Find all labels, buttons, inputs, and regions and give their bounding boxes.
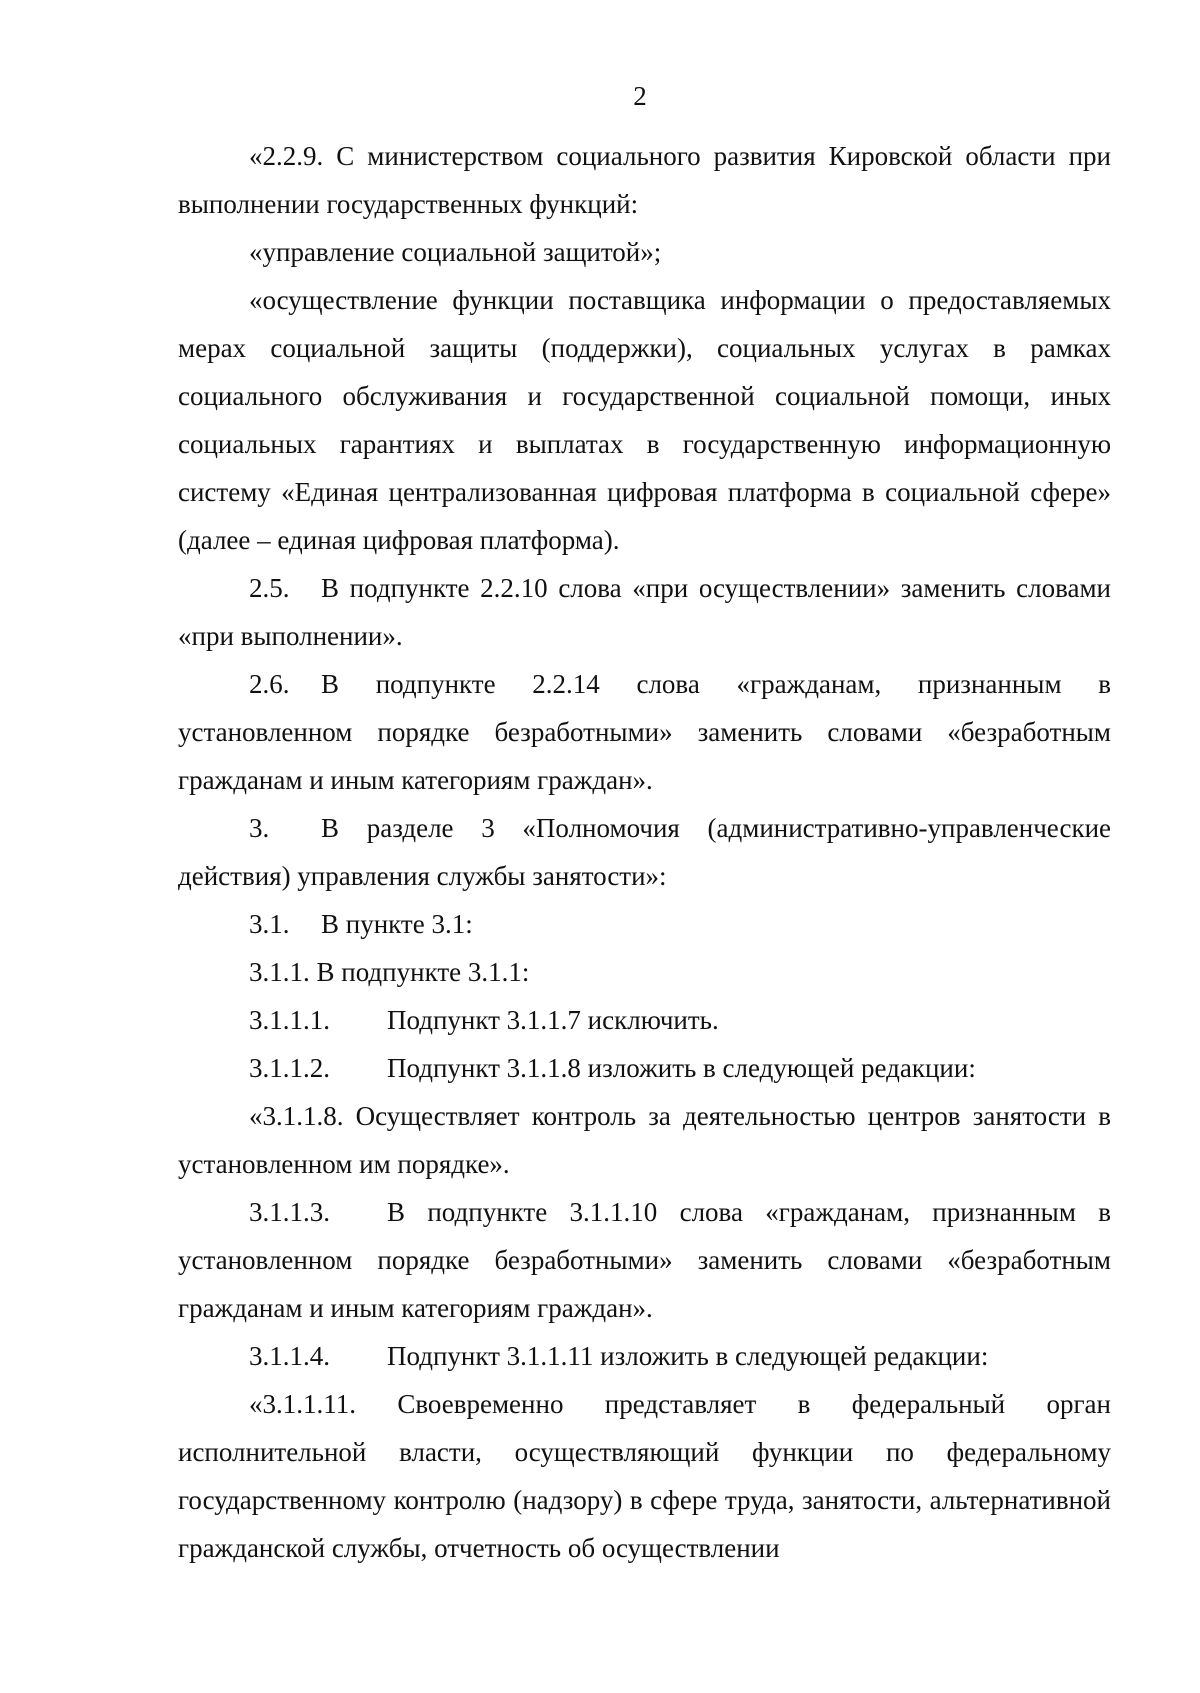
paragraph-3-number: 3. — [249, 813, 270, 843]
paragraph-3-1-1-2-number: 3.1.1.2. — [249, 1053, 330, 1083]
paragraph-3-1-1-3 — [178, 1188, 1111, 1332]
paragraph-3-1-1-2-text: Подпункт 3.1.1.8 изложить в следующей редакции: — [387, 1053, 976, 1083]
paragraph-2-6-number: 2.6. — [249, 669, 290, 699]
paragraph-3-1-1-4-text: Подпункт 3.1.1.11 изложить в следующей редакции: — [387, 1341, 989, 1371]
paragraph-3-1-1-1-number: 3.1.1.1. — [249, 1005, 330, 1035]
paragraph-2-2-9: «2.2.9. С министерством социального развития Кировской области при выполнении государственных функций: — [178, 141, 1111, 219]
paragraph-3-1-1-4-number: 3.1.1.4. — [249, 1341, 330, 1371]
paragraph-social-protection: «управление социальной защитой»; — [249, 237, 662, 267]
paragraph-2-6 — [178, 660, 1111, 804]
paragraph-3-1-text: В пункте 3.1: — [321, 909, 473, 939]
paragraph-3-1-1-2 — [178, 1044, 1111, 1092]
paragraph-3-1 — [178, 900, 1111, 948]
paragraph-2-5 — [178, 564, 1111, 660]
paragraph-3 — [178, 804, 1111, 900]
paragraph-information-supplier: «осуществление функции поставщика информации о предоставляемых мерах социальной защиты (поддержки), социальных услугах в рамках социального обслуживания и государственной социальной помощи, иных социальных гарантиях и выплатах в государственную информационную систему «Единая централизованная цифровая платформа в социальной сфере» (далее – единая цифровая платформа). — [178, 285, 1111, 555]
paragraph-3-1-1-8-quote: «3.1.1.8. Осуществляет контроль за деятельностью центров занятости в установленном им порядке». — [178, 1101, 1111, 1179]
paragraph-3-text: В разделе 3 «Полномочия (административно-управленческие действия) управления службы занятости»: — [178, 813, 1111, 891]
paragraph-3-1-1-1 — [178, 996, 1111, 1044]
paragraph-3-1-1-3-text: В подпункте 3.1.1.10 слова «гражданам, признанным в установленном порядке безработными» заменить словами «безработным гражданам и иным категориям граждан». — [178, 1197, 1111, 1323]
paragraph-3-1-1-3-number: 3.1.1.3. — [249, 1197, 330, 1227]
paragraph-3-1-number: 3.1. — [249, 909, 290, 939]
paragraph-3-1-1: 3.1.1. В подпункте 3.1.1: — [249, 957, 530, 987]
paragraph-2-6-text: В подпункте 2.2.14 слова «гражданам, признанным в установленном порядке безработными» заменить словами «безработным гражданам и иным категориям граждан». — [178, 669, 1111, 795]
paragraph-2-5-text: В подпункте 2.2.10 слова «при осуществлении» заменить словами «при выполнении». — [178, 573, 1111, 651]
paragraph-3-1-1-1-text: Подпункт 3.1.1.7 исключить. — [387, 1005, 719, 1035]
paragraph-3-1-1-11-quote: «3.1.1.11. Своевременно представляет в федеральный орган исполнительной власти, осуществляющий функции по федеральному государственному контролю (надзору) в сфере труда, занятости, альтернативной гражданской службы, отчетность об осуществлении — [178, 1389, 1111, 1563]
document-body — [178, 132, 1111, 1572]
paragraph-3-1-1-4 — [178, 1332, 1111, 1380]
paragraph-2-5-number: 2.5. — [249, 573, 290, 603]
page-number: 2 — [633, 81, 647, 111]
